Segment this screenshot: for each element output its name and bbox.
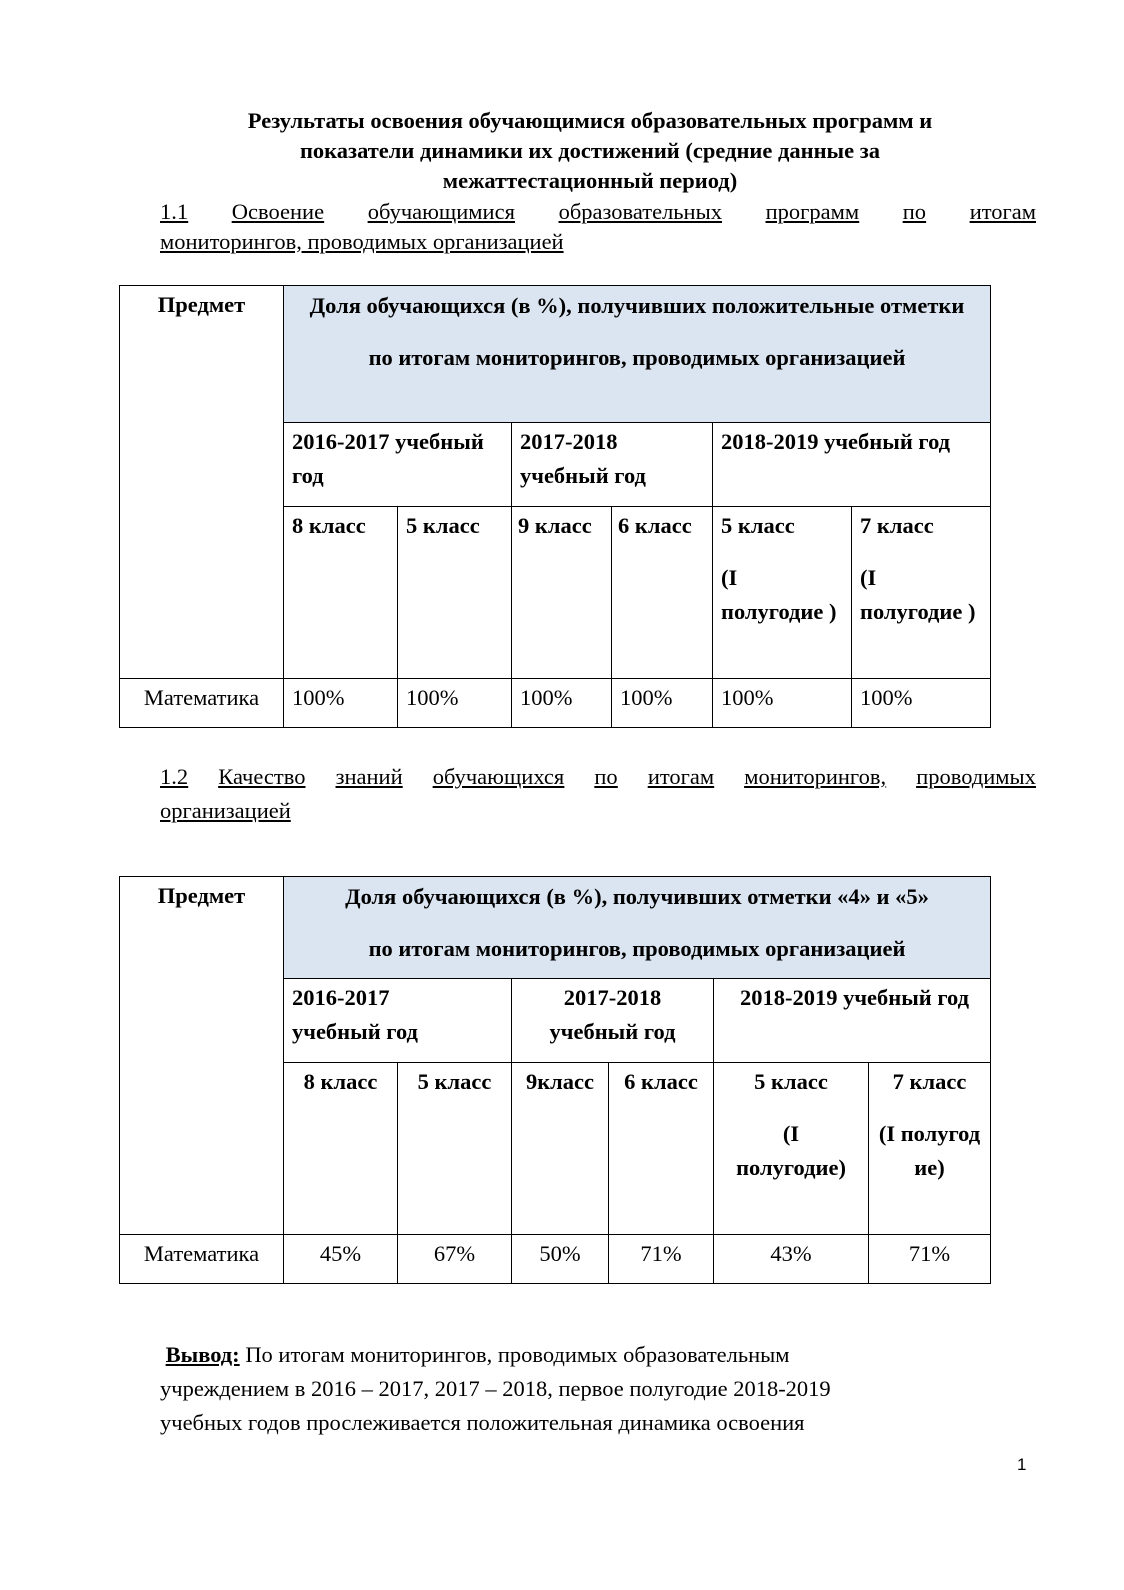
year-header: 2018-2019 учебный год: [714, 979, 991, 1063]
value-cell: 67%: [398, 1235, 512, 1284]
value-cell: 100%: [852, 679, 991, 728]
class-header: [512, 507, 612, 679]
section-2-heading-line-1: [160, 760, 1036, 794]
class-header: [512, 1063, 609, 1235]
class-note: (I полугодие ): [721, 565, 837, 624]
title-line-1: Результаты освоения обучающимися образовательных программ и: [247, 108, 933, 133]
section-2-heading: [160, 760, 1036, 828]
heading-word: обучающимися: [367, 199, 515, 224]
section-1-heading-line-1: [160, 197, 1036, 227]
class-header: [284, 507, 398, 679]
title-line-3: межаттестационный период): [442, 168, 738, 193]
heading-word: образовательных: [558, 199, 722, 224]
conclusion-line-1: [160, 1338, 1020, 1372]
heading-word: итогам: [969, 199, 1036, 224]
value-cell: 100%: [512, 679, 612, 728]
class-header: [398, 507, 512, 679]
class-note: (I полугодие ): [860, 565, 976, 624]
heading-word: программ: [765, 199, 860, 224]
section-1-heading: [160, 197, 1036, 257]
value-cell: 100%: [284, 679, 398, 728]
heading-word: Освоение: [231, 199, 325, 224]
class-name: 6 класс: [618, 513, 692, 538]
year-header: 2017-2018 учебный год: [512, 979, 714, 1063]
value-cell: 45%: [284, 1235, 398, 1284]
class-name: 8 класс: [292, 513, 366, 538]
heading-word: по: [594, 764, 618, 789]
conclusion-line-3: учебных годов прослеживается положительная динамика освоения: [160, 1410, 805, 1435]
page-number: 1: [1017, 1455, 1027, 1474]
class-name: 5 класс: [406, 513, 480, 538]
conclusion-label: Вывод:: [165, 1342, 240, 1367]
class-name: 7 класс: [892, 1069, 967, 1094]
document-title: [150, 106, 1030, 196]
subject-header: Предмет: [120, 286, 284, 679]
class-name: 5 класс: [754, 1069, 828, 1094]
group-header-line-2: по итогам мониторингов, проводимых организацией: [368, 936, 906, 961]
group-header: [284, 286, 991, 423]
section-2-heading-line-2: организацией: [160, 798, 291, 823]
class-note: (I полугодие): [878, 1121, 981, 1180]
class-header: [713, 507, 852, 679]
class-header: [869, 1063, 991, 1235]
value-cell: 43%: [714, 1235, 869, 1284]
class-header: [284, 1063, 398, 1235]
subject-cell: Математика: [120, 679, 284, 728]
group-header: [284, 877, 991, 979]
value-cell: 100%: [713, 679, 852, 728]
value-cell: 50%: [512, 1235, 609, 1284]
table-positive-marks: [119, 285, 991, 728]
conclusion: [160, 1338, 1020, 1440]
heading-word: мониторингов,: [744, 764, 887, 789]
conclusion-text: По итогам мониторингов, проводимых образовательным: [245, 1342, 790, 1367]
group-header-line-1: Доля обучающихся (в %), получивших положительные отметки: [309, 293, 965, 318]
year-header: 2016-2017 учебный год: [284, 979, 512, 1063]
class-note: (I полугодие): [736, 1121, 846, 1180]
heading-word: 1.2: [160, 764, 189, 789]
heading-word: по: [902, 199, 927, 224]
table-row: [120, 1235, 991, 1284]
class-name: 6 класс: [624, 1069, 698, 1094]
year-header: 2017-2018 учебный год: [512, 423, 713, 507]
heading-word: проводимых: [916, 764, 1036, 789]
class-name: 5 класс: [721, 513, 795, 538]
heading-word: 1.1: [160, 199, 189, 224]
class-header: [612, 507, 713, 679]
class-name: 9 класс: [518, 513, 592, 538]
class-name: 9класс: [525, 1069, 595, 1094]
heading-word: обучающихся: [432, 764, 565, 789]
class-name: 8 класс: [303, 1069, 378, 1094]
class-header: [852, 507, 991, 679]
value-cell: 71%: [869, 1235, 991, 1284]
year-header: 2016-2017 учебный год: [284, 423, 512, 507]
subject-cell: Математика: [120, 1235, 284, 1284]
heading-word: Качество: [218, 764, 306, 789]
value-cell: 100%: [612, 679, 713, 728]
year-header: 2018-2019 учебный год: [713, 423, 991, 507]
group-header-line-1: Доля обучающихся (в %), получивших отметки «4» и «5»: [345, 884, 929, 909]
class-header: [714, 1063, 869, 1235]
table-quality-marks: [119, 876, 991, 1284]
group-header-line-2: по итогам мониторингов, проводимых организацией: [368, 345, 906, 370]
class-header: [398, 1063, 512, 1235]
value-cell: 100%: [398, 679, 512, 728]
conclusion-line-2: учреждением в 2016 – 2017, 2017 – 2018, первое полугодие 2018-2019: [160, 1376, 831, 1401]
class-name: 5 класс: [417, 1069, 492, 1094]
value-cell: 71%: [609, 1235, 714, 1284]
heading-word: итогам: [647, 764, 715, 789]
subject-header: Предмет: [120, 877, 284, 1235]
section-1-heading-line-2: мониторингов, проводимых организацией: [160, 229, 564, 254]
heading-word: знаний: [335, 764, 403, 789]
table-row: [120, 679, 991, 728]
class-header: [609, 1063, 714, 1235]
title-line-2: показатели динамики их достижений (средние данные за: [299, 138, 881, 163]
class-name: 7 класс: [860, 513, 934, 538]
